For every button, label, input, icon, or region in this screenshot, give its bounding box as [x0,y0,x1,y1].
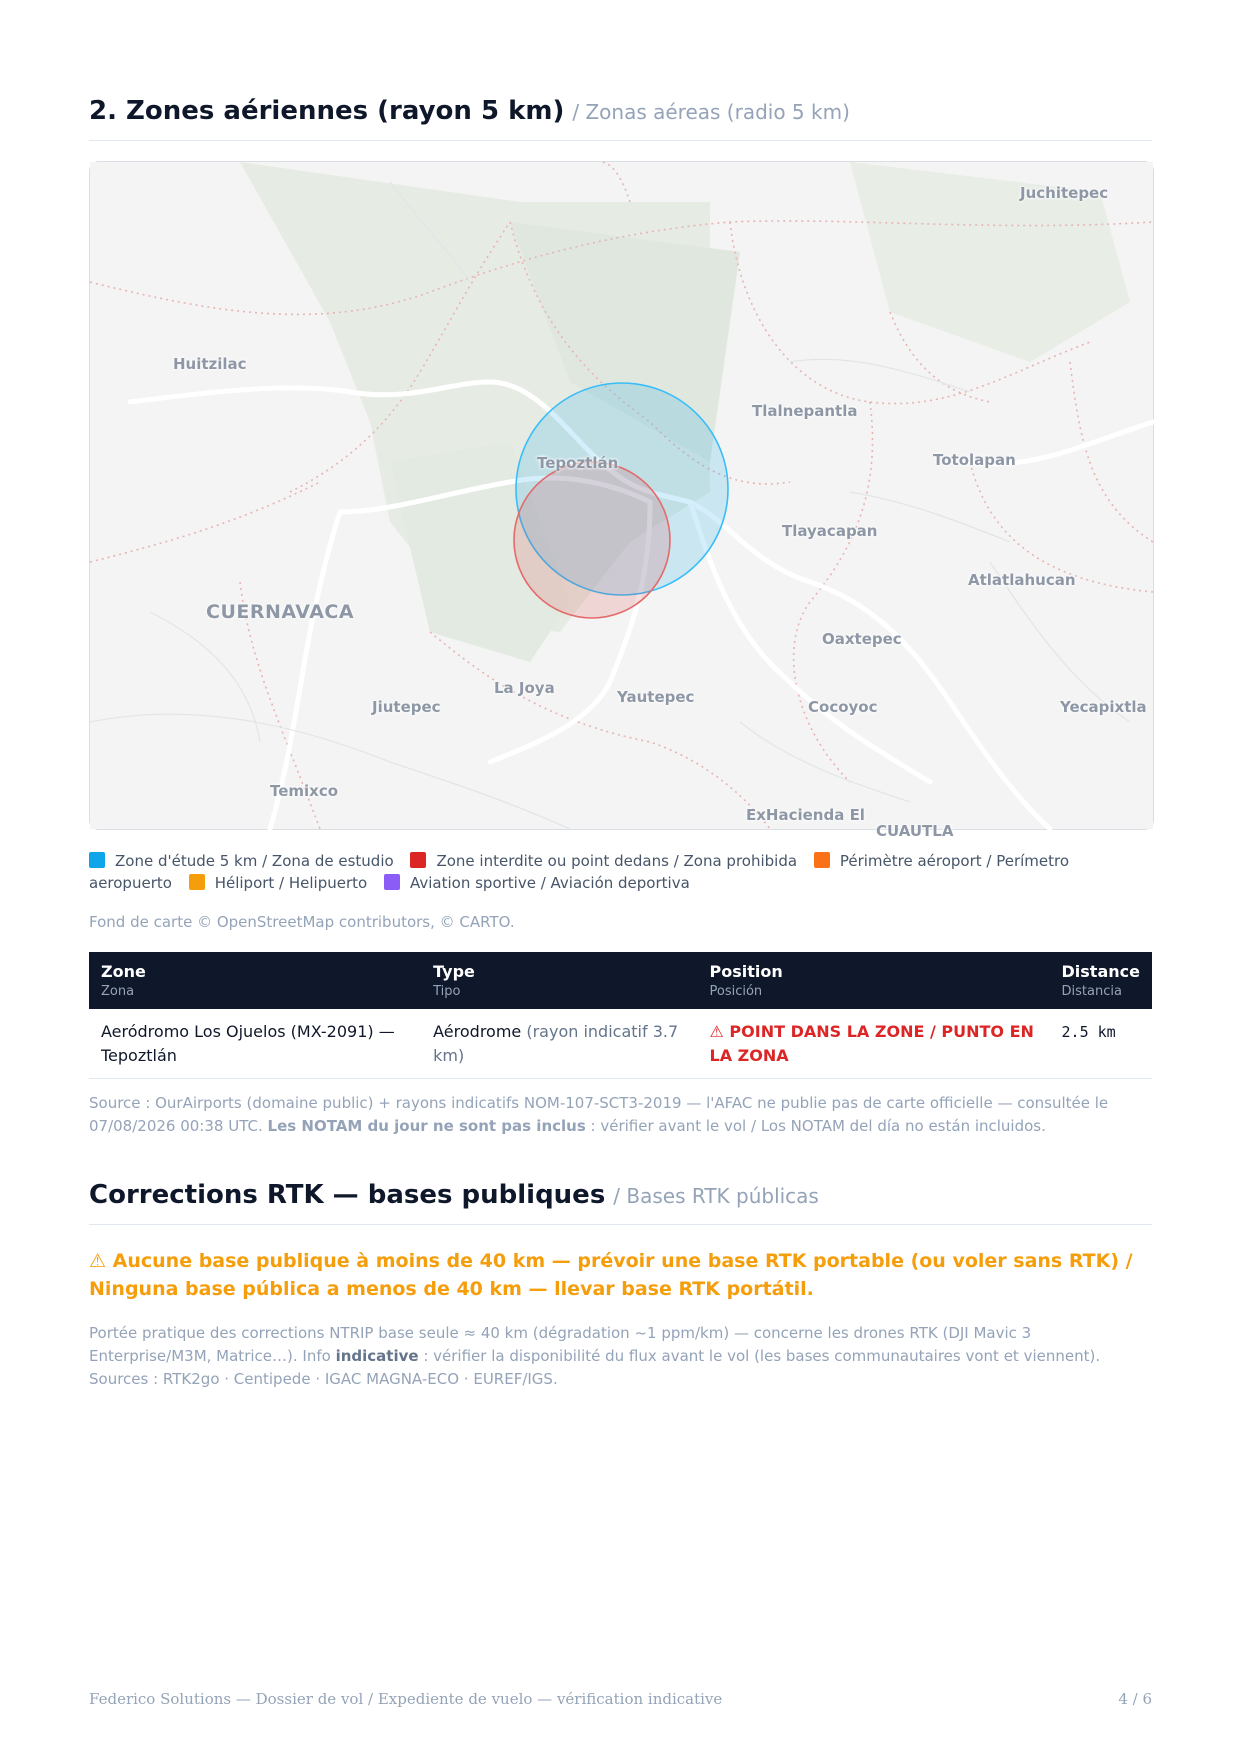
section-zones-header [89,96,1152,141]
cell-distance: 2.5 km [1050,1009,1152,1079]
legend-label: Périmètre aéroport / Perímetro aeropuerto [89,852,1070,892]
legend-item-study-zone [89,852,394,870]
airspace-map[interactable] [89,161,1154,840]
source-text: Source : OurAirports (domaine public) + rayons indicatifs NOM-107-SCT3-2019 — l'AFAC ne publie pas de carte officielle — consultée le 07/08/2026 00:38 UTC. [89,1094,1109,1135]
type-value: Aérodrome [433,1022,522,1041]
page-number: 4 / 6 [1118,1690,1152,1708]
legend-swatch [410,852,426,868]
map-label-cuernavaca: CUERNAVACA [206,601,355,623]
cell-position-status: ⚠ POINT DANS LA ZONE / PUNTO EN LA ZONA [698,1009,1050,1079]
legend-item-sport-aviation [384,874,690,892]
map-label-atlatlahucan: Atlatlahucan [968,571,1076,589]
rtk-warning: ⚠ Aucune base publique à moins de 40 km — prévoir une base RTK portable (ou voler sans RTK) / Ninguna base pública a menos de 40 km — llevar base RTK portátil. [89,1250,1133,1300]
type-note: (rayon indicatif 3.7 km) [433,1022,679,1065]
cell-zone: Aeródromo Los Ojuelos (MX-2091) — Tepoztlán [89,1009,421,1079]
legend-swatch [384,874,400,890]
source-note [89,1092,1152,1138]
map-label-cuautla: CUAUTLA [876,822,954,840]
map-label-exhacienda: ExHacienda El [746,806,865,824]
map-label-yecapixtla: Yecapixtla [1060,698,1147,716]
notam-warning: Les NOTAM du jour ne sont pas inclus [267,1117,586,1135]
map-label-tlayacapan: Tlayacapan [782,522,878,540]
page-footer [89,1690,1152,1708]
map-label-cocoyoc: Cocoyoc [808,698,878,716]
legend-swatch [814,852,830,868]
legend-swatch [189,874,205,890]
map-label-la-joya: La Joya [494,679,555,697]
section-title: Corrections RTK — bases publiques [89,1180,606,1210]
legend-swatch [89,852,105,868]
section-rtk-header [89,1180,1152,1225]
map-label-tepoztlan: Tepoztlán [537,454,619,472]
map-label-tlalnepantla: Tlalnepantla [752,402,858,420]
table-row [89,1009,1152,1079]
forbidden-zone-circle [514,462,670,618]
map-label-yautepec: Yautepec [617,688,695,706]
section-title: 2. Zones aériennes (rayon 5 km) [89,96,565,126]
rtk-description [89,1322,1152,1391]
map-legend [89,850,1152,894]
table-header-row [89,952,1152,1009]
map-label-huitzilac: Huitzilac [173,355,247,373]
rtk-desc-text-end: : vérifier la disponibilité du flux avant le vol (les bases communautaires vont et viennent). Sources : RTK2go · Centipede · IGAC MAGNA-ECO · EUREF/IGS. [89,1347,1101,1388]
rtk-desc-bold: indicative [335,1347,419,1365]
map-credit: Fond de carte © OpenStreetMap contributors, © CARTO. [89,913,515,931]
airspace-zones-table [89,952,1152,1079]
legend-label: Aviation sportive / Aviación deportiva [410,874,690,892]
section-subtitle: / Bases RTK públicas [613,1184,819,1208]
header-distance: Distance Distancia [1050,952,1152,1009]
footer-left: Federico Solutions — Dossier de vol / Expediente de vuelo — vérification indicative [89,1690,723,1708]
source-text-end: : vérifier avant le vol / Los NOTAM del día no están incluidos. [590,1117,1046,1135]
map-label-totolapan: Totolapan [933,451,1016,469]
legend-item-heliport [189,874,368,892]
cell-type [421,1009,697,1079]
map-label-juchitepec: Juchitepec [1020,184,1109,202]
map-label-oaxtepec: Oaxtepec [822,630,902,648]
map-label-temixco: Temixco [270,782,339,800]
map-label-jiutepec: Jiutepec [372,698,441,716]
map-background [90,162,1153,829]
legend-label: Zone d'étude 5 km / Zona de estudio [115,852,394,870]
header-position: Position Posición [698,952,1050,1009]
legend-item-forbidden-zone [410,852,797,870]
section-subtitle: / Zonas aéreas (radio 5 km) [572,100,850,124]
legend-label: Zone interdite ou point dedans / Zona prohibida [436,852,798,870]
header-type: Type Tipo [421,952,697,1009]
header-zone: Zone Zona [89,952,421,1009]
rtk-desc-text: Portée pratique des corrections NTRIP base seule ≈ 40 km (dégradation ~1 ppm/km) — concerne les drones RTK (DJI Mavic 3 Enterprise/M3M, Matrice…). Info [89,1324,1032,1365]
legend-label: Héliport / Helipuerto [214,874,368,892]
